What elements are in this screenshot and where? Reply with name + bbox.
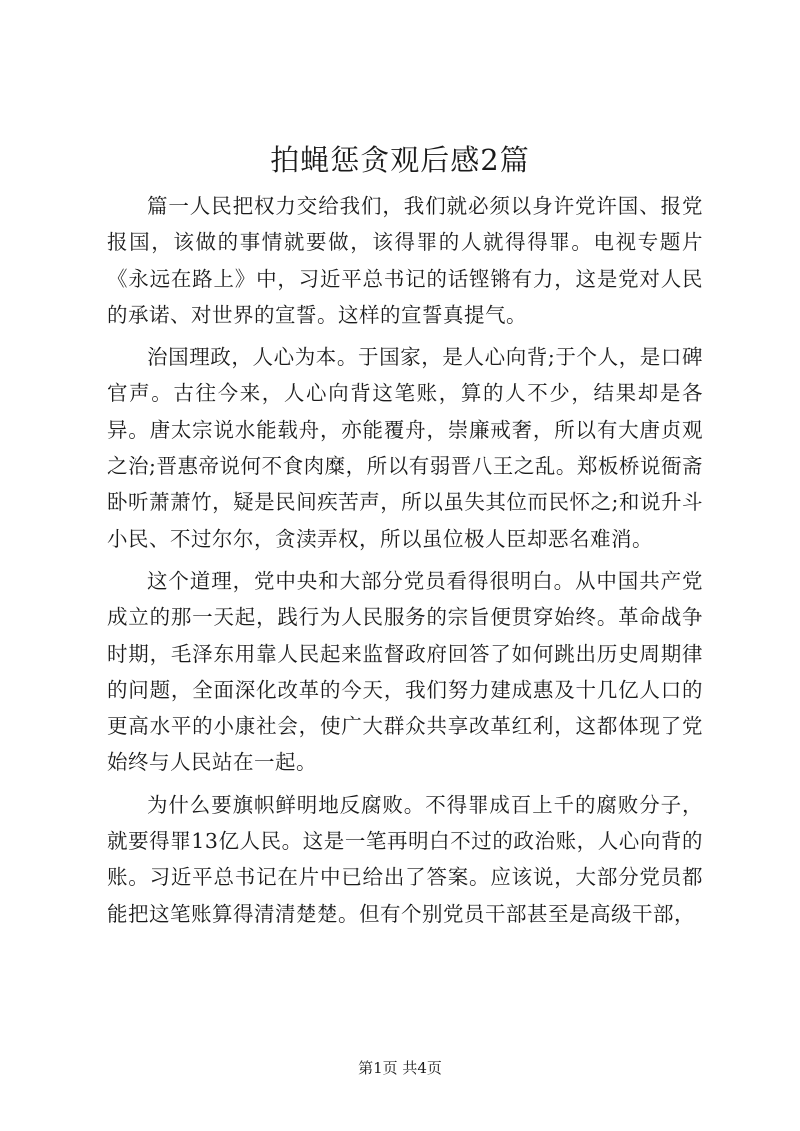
document-body <box>107 188 703 938</box>
paragraph-1: 篇一人民把权力交给我们，我们就必须以身许党许国、报党报国，该做的事情就要做，该得罪的人就得得罪。电视专题片《永远在路上》中，习近平总书记的话铿锵有力，这是党对人民的承诺、对世界的宣誓。这样的宣誓真提气。 <box>107 194 703 327</box>
paragraph-2: 治国理政，人心为本。于国家，是人心向背;于个人，是口碑官声。古往今来，人心向背这笔账，算的人不少，结果却是各异。唐太宗说水能载舟，亦能覆舟，崇廉戒奢，所以有大唐贞观之治;晋惠帝说何不食肉糜，所以有弱晋八王之乱。郑板桥说衙斋卧听萧萧竹，疑是民间疾苦声，所以虽失其位而民怀之;和说升斗小民、不过尔尔，贪渎弄权，所以虽位极人臣却恶名难消。 <box>107 345 703 551</box>
document-title: 拍蝇惩贪观后感2篇 <box>270 143 530 177</box>
paragraph-4: 为什么要旗帜鲜明地反腐败。不得罪成百上千的腐败分子，就要得罪13亿人民。这是一笔再明白不过的政治账，人心向背的账。习近平总书记在片中已给出了答案。应该说，大部分党员都能把这笔账算得清清楚楚。但有个别党员干部甚至是高级干部， <box>107 792 703 926</box>
paragraph-3: 这个道理，党中央和大部分党员看得很明白。从中国共产党成立的那一天起，践行为人民服务的宗旨便贯穿始终。革命战争时期，毛泽东用靠人民起来监督政府回答了如何跳出历史周期律的问题，全面深化改革的今天，我们努力建成惠及十几亿人口的更高水平的小康社会，使广大群众共享改革红利，这都体现了党始终与人民站在一起。 <box>107 568 703 775</box>
page-number-footer: 第1页 共4页 <box>358 1059 442 1077</box>
